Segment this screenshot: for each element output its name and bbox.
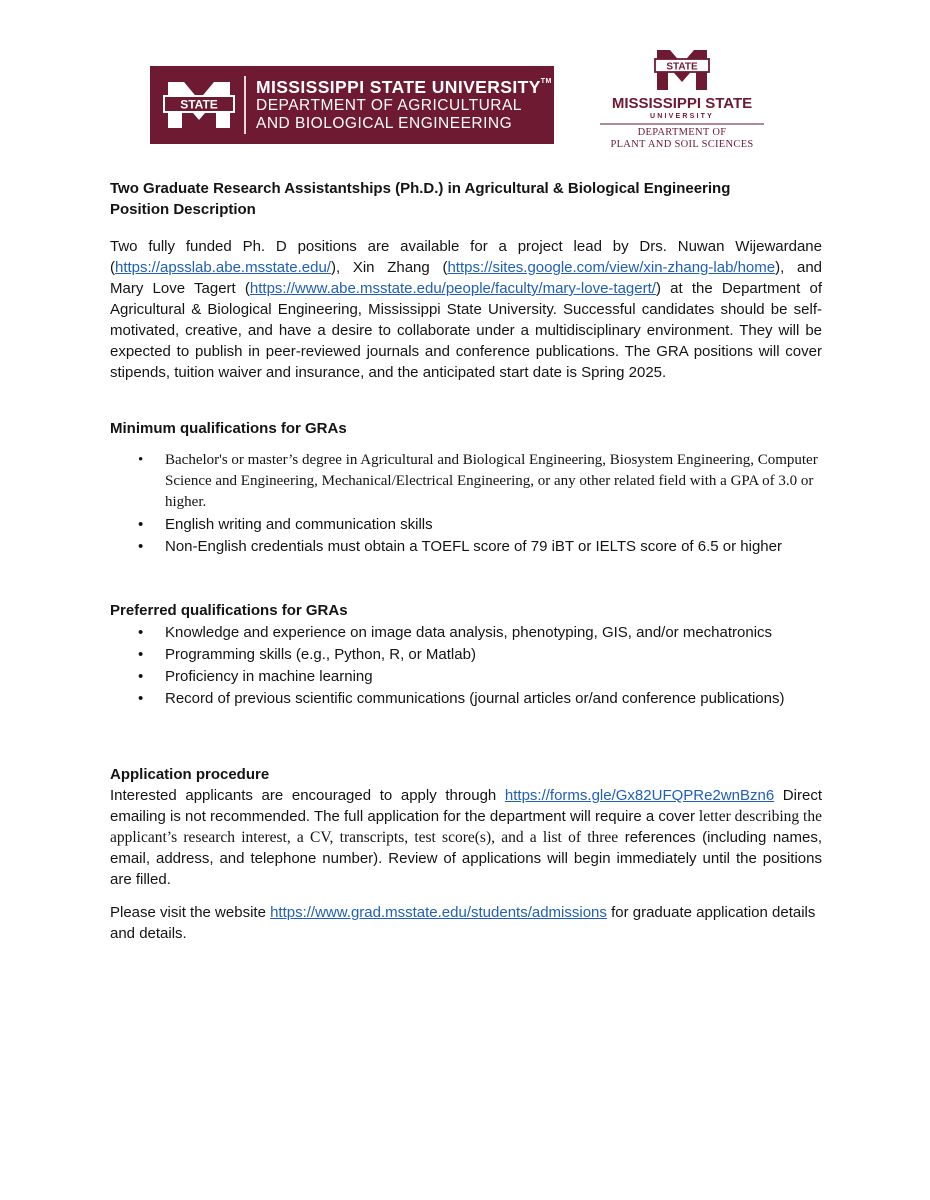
list-item: • Proficiency in machine learning — [110, 666, 822, 687]
abe-logo-dept-line1: DEPARTMENT OF AGRICULTURAL — [256, 97, 522, 115]
document-title — [110, 178, 822, 220]
grad-admissions-link[interactable]: https://www.grad.msstate.edu/students/admissions — [270, 904, 607, 921]
website-intro: Please visit the website — [110, 904, 271, 921]
list-item: • Bachelor's or master’s degree in Agricultural and Biological Engineering, Biosystem Engineering, Computer Science and Engineering, Mechanical/Electrical Engineering, or any other related field with a GPA of 3.0 or higher. — [110, 450, 822, 513]
description-rest: ) at the Department of Agricultural & Biological Engineering, Mississippi State University. Successful candidates should be self-motivated, creative, and have a desire to collaborate under a multidisciplinary environment. They will be expected to publish in peer-reviewed journals and conference publications. The GRA positions will cover stipends, tuition waiver and insurance, and the anticipated start date is Spring 2025. — [110, 280, 823, 381]
svg-text:STATE: STATE — [180, 97, 218, 112]
abe-logo-dept-line2: AND BIOLOGICAL ENGINEERING — [256, 114, 513, 132]
preferred-qualifications-list-wrap — [110, 622, 822, 709]
minimum-qualifications-list-wrap — [110, 450, 822, 557]
title-line-1: Two Graduate Research Assistantships (Ph.D.) in Agricultural & Biological Engineering — [110, 180, 731, 197]
website-rest: for graduate application details and details. — [110, 904, 816, 942]
position-description — [110, 236, 822, 383]
minimum-qualifications-list — [110, 450, 822, 557]
mary-love-tagert-link[interactable]: https://www.abe.msstate.edu/people/faculty/mary-love-tagert/ — [249, 280, 656, 297]
application-form-link[interactable]: https://forms.gle/Gx82UFQPRe2wnBzn6 — [504, 787, 775, 804]
preferred-qualifications-list — [110, 622, 822, 709]
website-paragraph — [110, 902, 822, 944]
list-item: • Knowledge and experience on image data analysis, phenotyping, GIS, and/or mechatronics — [110, 622, 822, 643]
pss-logo-university: MISSISSIPPI STATE — [611, 95, 753, 112]
description-between-2: ), and Mary Love Tagert ( — [110, 259, 822, 297]
abe-department-logo — [150, 66, 554, 144]
list-item: • Record of previous scientific communications (journal articles or/and conference publications) — [110, 688, 822, 709]
description-intro: Two fully funded Ph. D positions are available for a project lead by Drs. Nuwan Wijewardane ( — [110, 238, 822, 276]
list-item: • English writing and communication skills — [110, 514, 822, 535]
preferred-qualifications-heading: Preferred qualifications for GRAs — [110, 602, 348, 619]
pss-logo-subtitle: UNIVERSITY — [649, 113, 714, 120]
application-intro: Interested applicants are encouraged to apply through — [110, 787, 505, 804]
logo-divider — [244, 76, 246, 134]
msu-m-state-logo-icon — [162, 76, 236, 134]
description-between-1: ), Xin Zhang ( — [330, 259, 448, 276]
list-item: • Non-English credentials must obtain a TOEFL score of 79 iBT or IELTS score of 6.5 or higher — [110, 536, 822, 557]
application-sentence-2: Direct emailing is not recommended. The full application for the department will require a cover — [110, 787, 822, 825]
pss-logo-dept-line1: DEPARTMENT OF — [637, 126, 727, 138]
logo-rule — [600, 123, 764, 125]
msu-m-state-logo-icon — [652, 46, 712, 94]
minimum-qualifications-heading: Minimum qualifications for GRAs — [110, 420, 347, 437]
pss-department-logo — [592, 46, 772, 158]
application-procedure-text — [110, 785, 822, 890]
svg-text:STATE: STATE — [666, 61, 698, 73]
apsslab-link[interactable]: https://apsslab.abe.msstate.edu/ — [115, 259, 331, 276]
title-line-2: Position Description — [110, 201, 256, 218]
application-sentence-3: letter describing the applicant’s research interest, a CV, transcripts, test score(s), and a list of three — [110, 808, 822, 846]
application-sentence-4: references (including names, email, address, and telephone number). Review of applications will begin immediately until the positions are filled. — [110, 829, 823, 888]
xin-zhang-lab-link[interactable]: https://sites.google.com/view/xin-zhang-lab/home — [447, 259, 776, 276]
list-item: • Programming skills (e.g., Python, R, or Matlab) — [110, 644, 822, 665]
abe-logo-university: MISSISSIPPI STATE UNIVERSITY™ — [256, 76, 552, 97]
pss-logo-dept-line2: PLANT AND SOIL SCIENCES — [610, 138, 754, 150]
application-procedure-heading: Application procedure — [110, 766, 270, 783]
